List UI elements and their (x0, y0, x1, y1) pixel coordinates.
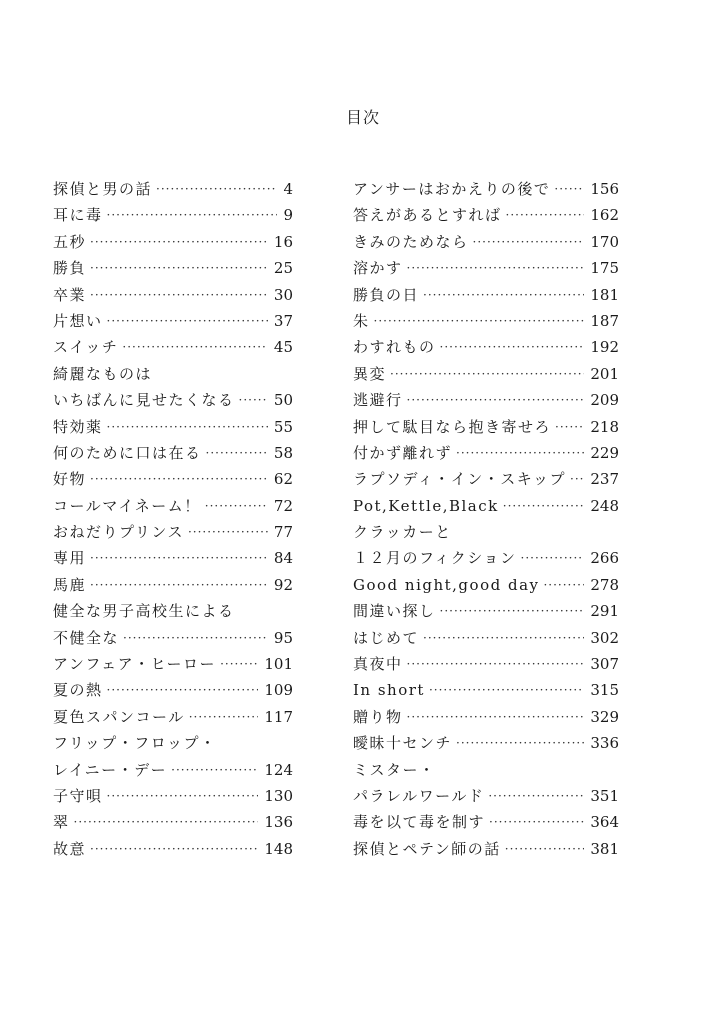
toc-leader-dots (107, 202, 278, 228)
toc-leader-dots (189, 704, 259, 730)
toc-entry-page: 84 (273, 549, 293, 568)
toc-entry-title: 故意 (53, 839, 87, 858)
toc-entry-title: 毒を以て毒を制す (353, 813, 486, 832)
toc-entry (53, 387, 293, 413)
toc-entry-title: 翠 (53, 813, 70, 832)
toc-entry-page: 170 (590, 232, 619, 251)
toc-entry-page: 9 (283, 206, 293, 225)
toc-leader-dots (205, 493, 268, 519)
toc-entry-page: 307 (590, 655, 619, 674)
toc-entry-page: 364 (590, 813, 619, 832)
toc-entry (53, 334, 293, 360)
toc-leader-dots (188, 519, 268, 545)
toc-leader-dots (90, 466, 268, 492)
toc-entry (353, 677, 619, 703)
toc-entry-title: 勝負の日 (353, 285, 420, 304)
toc-entry-title: 異変 (353, 364, 387, 383)
toc-entry-title: アンサーはおかえりの後で (353, 180, 551, 198)
toc-leader-dots (171, 757, 258, 783)
toc-entry (353, 440, 619, 466)
toc-entry-page: 218 (590, 417, 619, 436)
toc-entry (53, 519, 293, 545)
toc-entry-page: 58 (273, 443, 293, 462)
toc-leader-dots (543, 572, 584, 598)
toc-entry (353, 809, 619, 835)
toc-leader-dots (423, 625, 584, 651)
toc-entry (53, 783, 293, 809)
toc-leader-dots (473, 229, 585, 255)
toc-entry (53, 466, 293, 492)
toc-leader-dots (407, 255, 585, 281)
toc-entry (353, 466, 619, 492)
toc-leader-dots (488, 783, 584, 809)
toc-entry-title: コールマイネーム！ (53, 496, 201, 515)
toc-column-left (53, 176, 293, 862)
toc-entry-page: 50 (273, 391, 293, 410)
toc-entry-title: In short (353, 681, 425, 700)
toc-entry-title: 探偵と男の話 (53, 180, 153, 198)
toc-entry (53, 809, 293, 835)
toc-entry-title: 付かず離れず (353, 443, 453, 462)
toc-entry (353, 519, 619, 545)
toc-entry-title: ミスター・ (353, 760, 436, 779)
toc-entry (353, 387, 619, 413)
toc-entry-page: 209 (590, 391, 619, 410)
toc-leader-dots (74, 809, 259, 835)
toc-entry (353, 334, 619, 360)
toc-entry-page: 192 (590, 338, 619, 357)
toc-leader-dots (503, 493, 585, 519)
toc-entry (353, 730, 619, 756)
toc-entry-title: 押して駄目なら抱き寄せろ (353, 417, 552, 436)
toc-entry (353, 282, 619, 308)
toc-entry (353, 361, 619, 387)
toc-entry-page: 16 (273, 232, 293, 251)
toc-entry-page: 329 (590, 707, 619, 726)
toc-entry-page: 266 (590, 549, 619, 568)
toc-entry-page: 381 (590, 839, 619, 858)
toc-leader-dots (390, 361, 584, 387)
toc-entry-page: 187 (590, 311, 619, 330)
toc-entry-title: 夏色スパンコール (53, 707, 185, 726)
toc-entry-page: 130 (264, 786, 293, 805)
toc-entry-page: 302 (590, 628, 619, 647)
toc-entry (353, 308, 619, 334)
toc-entry-title: Pot,Kettle,Black (353, 496, 499, 515)
toc-leader-dots (90, 572, 268, 598)
toc-entry-page: 37 (273, 311, 293, 330)
toc-entry (353, 572, 619, 598)
toc-entry-page: 72 (273, 496, 293, 515)
toc-entry-title: 朱 (353, 311, 370, 330)
toc-entry-title: 専用 (53, 549, 87, 568)
toc-entry-title: いちばんに見せたくなる (53, 391, 235, 410)
toc-entry (53, 836, 293, 862)
toc-leader-dots (122, 334, 268, 360)
toc-entry-title: 耳に毒 (53, 206, 103, 225)
toc-entry (53, 308, 293, 334)
toc-leader-dots (407, 651, 585, 677)
toc-entry-title: アンフェア・ヒーロー (53, 655, 217, 674)
toc-entry-title: 答えがあるとすれば (353, 206, 502, 225)
toc-entry-page: 248 (590, 496, 619, 515)
toc-leader-dots (90, 545, 268, 571)
toc-entry-title: 曖昧十センチ (353, 734, 453, 753)
toc-entry-page: 162 (590, 206, 619, 225)
toc-entry-title: 綺麗なものは (53, 364, 153, 383)
toc-leader-dots (555, 414, 584, 440)
toc-entry-page: 45 (273, 338, 293, 357)
toc-entry-title: レイニー・デー (53, 760, 168, 779)
toc-entry-title: わすれもの (353, 338, 436, 357)
toc-entry (353, 202, 619, 228)
toc-entry-title: 不健全な (53, 628, 120, 647)
toc-leader-dots (107, 677, 259, 703)
toc-entry (53, 730, 293, 756)
toc-entry (53, 414, 293, 440)
toc-entry (353, 757, 619, 783)
toc-entry-title: １２月のフィクション (353, 549, 517, 568)
toc-entry-title: 卒業 (53, 285, 87, 304)
toc-leader-dots (156, 176, 277, 202)
toc-entry (53, 757, 293, 783)
toc-entry (53, 255, 293, 281)
toc-leader-dots (440, 334, 585, 360)
toc-leader-dots (374, 308, 585, 334)
toc-entry (353, 651, 619, 677)
toc-leader-dots (570, 466, 584, 492)
toc-entry (353, 545, 619, 571)
toc-entry-page: 92 (273, 575, 293, 594)
toc-leader-dots (90, 255, 268, 281)
toc-leader-dots (407, 704, 585, 730)
toc-leader-dots (206, 440, 268, 466)
toc-entry-title: 探偵とペテン師の話 (353, 839, 501, 858)
toc-leader-dots (107, 308, 268, 334)
toc-leader-dots (123, 625, 268, 651)
toc-entry (53, 229, 293, 255)
toc-leader-dots (90, 229, 268, 255)
toc-entry-page: 315 (590, 681, 619, 700)
toc-entry (53, 282, 293, 308)
toc-entry-title: 好物 (53, 470, 87, 489)
toc-entry (53, 677, 293, 703)
toc-entry-title: ラプソディ・イン・スキップ (353, 470, 567, 489)
toc-entry-title: 真夜中 (353, 655, 403, 674)
toc-entry (53, 202, 293, 228)
toc-leader-dots (239, 387, 268, 413)
toc-entry-title: はじめて (353, 628, 420, 647)
toc-column-right (353, 176, 619, 862)
toc-entry (353, 229, 619, 255)
toc-entry-page: 148 (264, 839, 293, 858)
toc-leader-dots (90, 836, 258, 862)
toc-entry (353, 493, 619, 519)
toc-entry (353, 255, 619, 281)
toc-leader-dots (423, 282, 584, 308)
toc-entry (53, 440, 293, 466)
toc-entry-page: 109 (264, 681, 293, 700)
toc-entry-page: 25 (273, 259, 293, 278)
toc-leader-dots (440, 598, 585, 624)
toc-leader-dots (456, 440, 584, 466)
toc-leader-dots (489, 809, 584, 835)
toc-entry-page: 117 (264, 707, 293, 726)
toc-entry-title: 贈り物 (353, 707, 403, 726)
toc-entry-page: 136 (264, 813, 293, 832)
toc-entry (53, 704, 293, 730)
toc-entry-page: 229 (590, 443, 619, 462)
toc-entry-title: 何のために口は在る (53, 443, 202, 462)
toc-entry-title: おねだりプリンス (53, 523, 184, 542)
toc-leader-dots (220, 651, 258, 677)
toc-entry (53, 176, 293, 202)
toc-entry (53, 625, 293, 651)
toc-entry-title: 健全な男子高校生による (53, 602, 235, 621)
toc-entry-title: パラレルワールド (353, 786, 485, 805)
toc-entry-page: 156 (590, 180, 619, 198)
toc-entry-title: 勝負 (53, 259, 87, 278)
toc-entry-title: 子守唄 (53, 786, 103, 805)
toc-entry-title: 馬鹿 (53, 575, 87, 594)
toc-leader-dots (107, 414, 268, 440)
toc-entry (353, 598, 619, 624)
toc-leader-dots (456, 730, 584, 756)
toc-entry-title: 逃避行 (353, 391, 403, 410)
toc-entry-page: 4 (283, 180, 293, 198)
toc-entry (353, 704, 619, 730)
toc-entry (53, 572, 293, 598)
toc-entry (53, 545, 293, 571)
toc-leader-dots (107, 783, 259, 809)
toc-entry-title: スイッチ (53, 338, 119, 357)
toc-entry (53, 598, 293, 624)
toc-entry-title: きみのためなら (353, 232, 469, 251)
toc-entry-title: 片想い (53, 311, 103, 330)
toc-entry-page: 101 (264, 655, 293, 674)
toc-entry-title: クラッカーと (353, 523, 452, 542)
toc-entry-page: 175 (590, 259, 619, 278)
page-title: 目次 (345, 108, 380, 127)
toc-entry (353, 176, 619, 202)
toc-entry-page: 30 (273, 285, 293, 304)
toc-entry-page: 181 (590, 285, 619, 304)
toc-entry-page: 237 (590, 470, 619, 489)
toc-entry (353, 836, 619, 862)
toc-entry-title: 溶かす (353, 259, 403, 278)
toc-leader-dots (90, 282, 268, 308)
toc-leader-dots (521, 545, 585, 571)
toc-entry-title: 夏の熱 (53, 681, 103, 700)
toc-entry (53, 651, 293, 677)
toc-leader-dots (407, 387, 585, 413)
toc-entry-page: 291 (590, 602, 619, 621)
toc-entry (353, 414, 619, 440)
toc-entry-title: 五秒 (53, 232, 87, 251)
toc-entry-page: 336 (590, 734, 619, 753)
toc-entry (353, 625, 619, 651)
toc-entry-page: 278 (590, 575, 619, 594)
toc-entry (353, 783, 619, 809)
toc-entry-page: 77 (273, 523, 293, 542)
toc-entry-page: 62 (273, 470, 293, 489)
toc-entry-title: Good night,good day (353, 575, 540, 594)
toc-entry-page: 124 (264, 760, 293, 779)
toc-leader-dots (505, 836, 585, 862)
toc-entry-page: 95 (273, 628, 293, 647)
toc-entry-title: フリップ・フロップ・ (53, 734, 217, 753)
toc-leader-dots (506, 202, 585, 228)
toc-entry (53, 361, 293, 387)
toc-leader-dots (429, 677, 584, 703)
toc-entry-title: 特効薬 (53, 417, 103, 436)
toc-entry (53, 493, 293, 519)
toc-entry-page: 201 (590, 364, 619, 383)
toc-entry-page: 351 (590, 786, 619, 805)
toc-entry-title: 間違い探し (353, 602, 436, 621)
toc-leader-dots (554, 176, 584, 202)
toc-entry-page: 55 (273, 417, 293, 436)
